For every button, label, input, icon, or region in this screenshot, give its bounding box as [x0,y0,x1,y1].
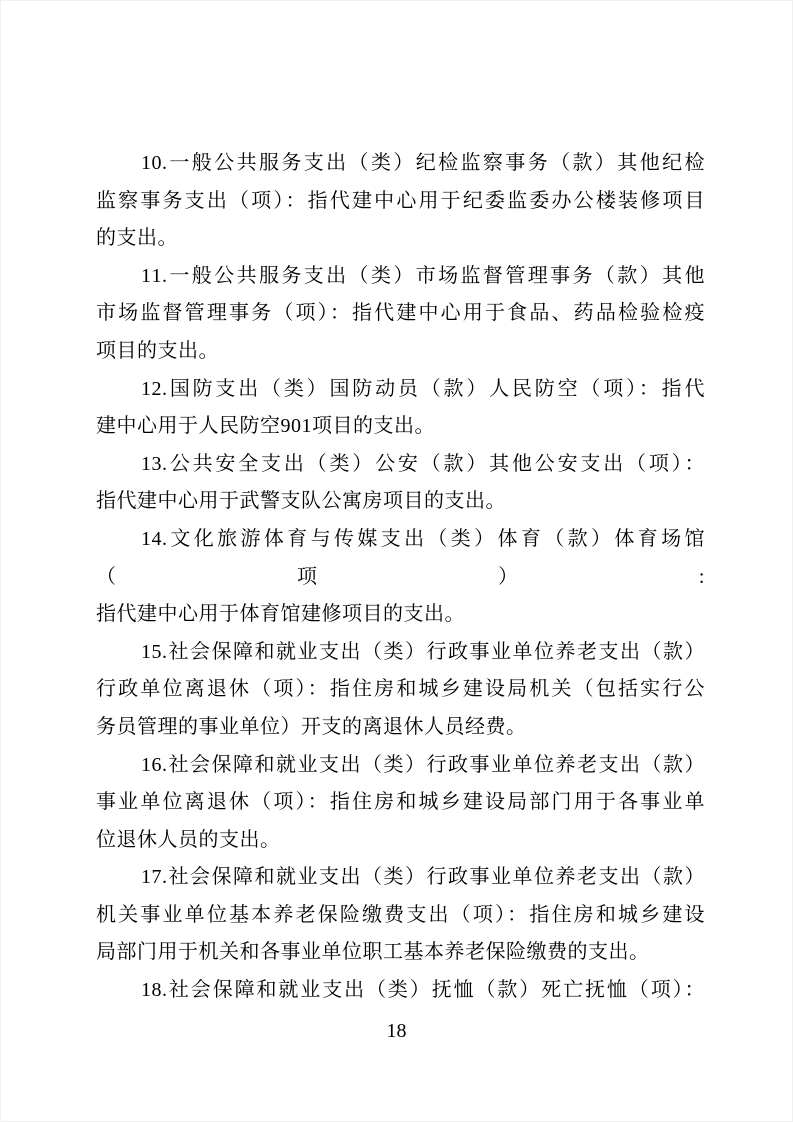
paragraph [96,145,705,258]
document-body [96,145,705,1010]
paragraph [96,446,705,521]
paragraph-line: 14.文化旅游体育与传媒支出（类）体育（款）体育场馆（项）: [96,527,705,588]
paragraph-line: 11.一般公共服务支出（类）市场监督管理事务（款）其他 [141,264,705,287]
paragraph-line: 13.公共安全支出（类）公安（款）其他公安支出（项）： [141,452,705,475]
paragraph-line: 指代建中心用于武警支队公寓房项目的支出。 [96,490,506,513]
paragraph [96,521,705,634]
paragraph-line: 项目的支出。 [96,339,219,362]
paragraph-line: 10.一般公共服务支出（类）纪检监察事务（款）其他纪检 [141,152,705,174]
paragraph [96,747,705,860]
paragraph-line: 17.社会保障和就业支出（类）行政事业单位养老支出（款） [141,866,705,889]
paragraph-line: 的支出。 [96,227,178,250]
paragraph-line: 18.社会保障和就业支出（类）抚恤（款）死亡抚恤（项）： [141,979,705,1002]
paragraph-line: 指代建中心用于体育馆建修项目的支出。 [96,603,465,626]
paragraph-line: 机关事业单位基本养老保险缴费支出（项）：指住房和城乡建设 [96,903,705,926]
paragraph [96,634,705,747]
paragraph [96,859,705,972]
paragraph-line: 15.社会保障和就业支出（类）行政事业单位养老支出（款） [141,640,705,663]
paragraph [96,258,705,371]
paragraph-line: 务员管理的事业单位）开支的离退休人员经费。 [96,715,527,738]
paragraph [96,371,705,446]
paragraph-line: 12.国防支出（类）国防动员（款）人民防空（项）：指代 [141,377,705,400]
paragraph-line: 局部门用于机关和各事业单位职工基本养老保险缴费的支出。 [96,941,650,964]
paragraph-line: 监察事务支出（项）：指代建中心用于纪委监委办公楼装修项目 [96,189,705,212]
paragraph-line: 市场监督管理事务（项）：指代建中心用于食品、药品检验检疫 [96,302,705,325]
paragraph [96,972,705,1010]
paragraph-line: 建中心用于人民防空901项目的支出。 [96,415,435,438]
paragraph-line: 位退休人员的支出。 [96,828,281,851]
paragraph-line: 事业单位离退休（项）：指住房和城乡建设局部门用于各事业单 [96,791,705,814]
paragraph-line: 16.社会保障和就业支出（类）行政事业单位养老支出（款） [141,753,705,776]
paragraph-line: 行政单位离退休（项）：指住房和城乡建设局机关（包括实行公 [96,678,705,701]
page-number: 18 [386,1020,407,1042]
